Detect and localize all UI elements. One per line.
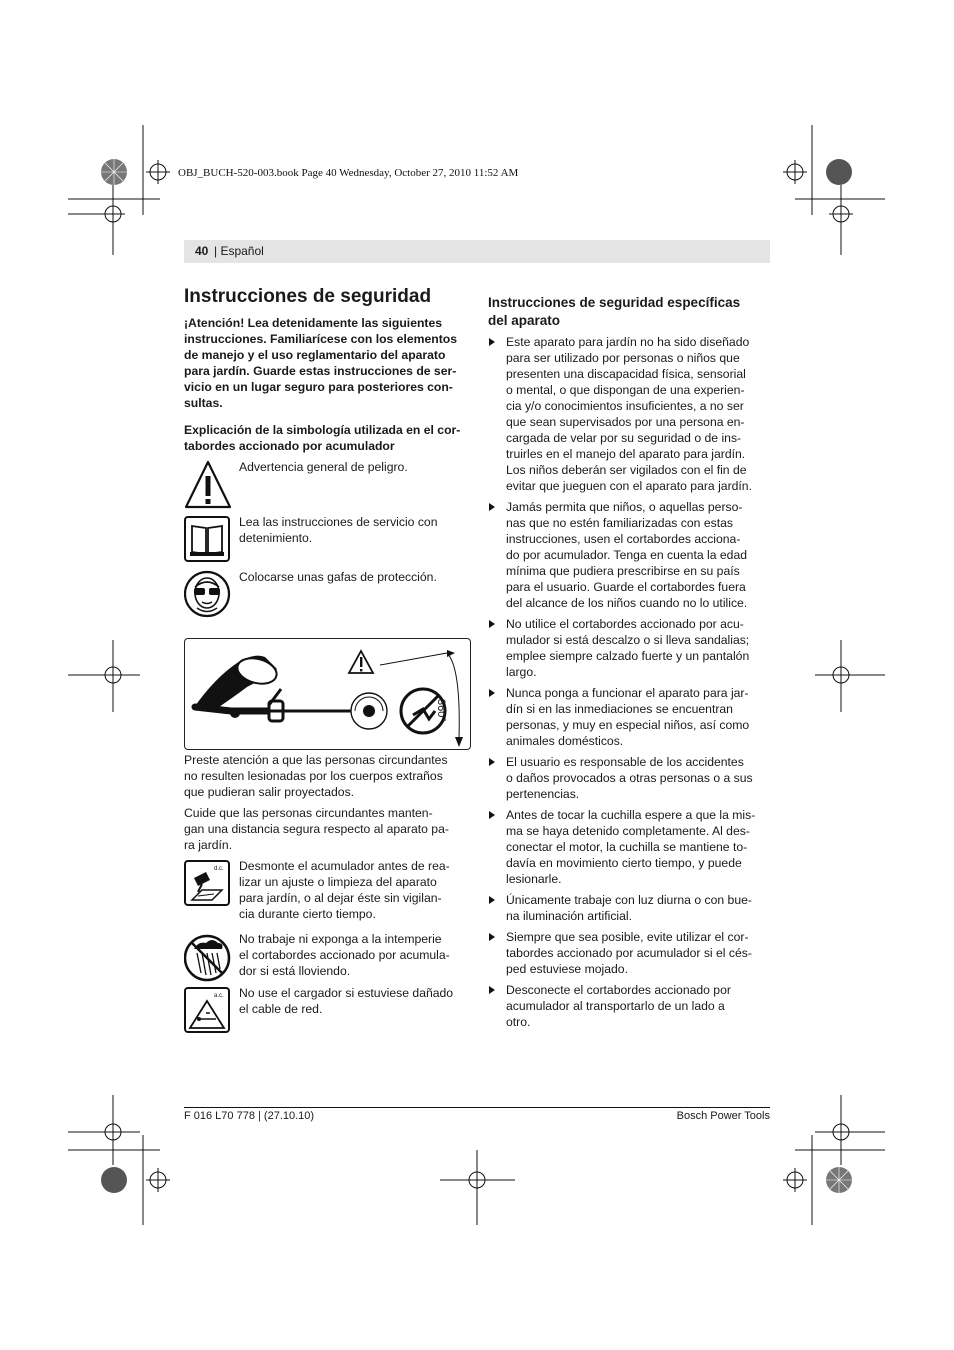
paragraph-line: ra jardín.	[184, 838, 233, 852]
bullet-line: Antes de tocar la cuchilla espere a que la mis-	[506, 808, 756, 822]
symbol-text-line: el cable de red.	[239, 1002, 323, 1016]
bullet-line: El usuario es responsable de los accidentes	[506, 755, 744, 769]
bullet-arrow-icon	[489, 758, 495, 766]
symbol-text-line: para jardín, o al dejar éste sin vigilan-	[239, 891, 442, 905]
footer-document-code: F 016 L70 778 | (27.10.10)	[184, 1110, 315, 1122]
symbol-text-line: el cortabordes accionado por acumula-	[239, 948, 450, 962]
bullet-line: Nunca ponga a funcionar el aparato para jar-	[506, 686, 749, 700]
bullet-arrow-icon	[489, 503, 495, 511]
symbol-damaged-cable	[184, 985, 469, 1037]
symbol-text-line: Desmonte el acumulador antes de rea-	[239, 859, 450, 873]
bullet-arrow-icon	[489, 338, 495, 346]
symbol-text	[239, 985, 469, 1017]
bullet-line: ped estuviese mojado.	[506, 962, 628, 976]
bullet-line: conectar el motor, la cuchilla se mantiene to-	[506, 840, 748, 854]
bullet-arrow-icon	[489, 689, 495, 697]
symbol-text	[239, 858, 469, 922]
paragraph-line: gan una distancia segura respecto al aparato pa-	[184, 822, 449, 836]
dc-badge: d.c.	[214, 866, 224, 872]
bullet-line: evitar que jueguen con el aparato para jardín.	[506, 479, 752, 493]
trimmer-illustration	[185, 639, 470, 749]
bullet-arrow-icon	[489, 986, 495, 994]
attention-line: vicio en un lugar seguro para posteriores con-	[184, 380, 453, 394]
paragraph-line: que pudieran salir proyectados.	[184, 785, 355, 799]
no-rain-icon	[184, 931, 232, 983]
symbol-read-instructions	[184, 514, 469, 564]
bullet-line: largo.	[506, 665, 537, 679]
bullet-line: truirles en el manejo del aparato para jardín.	[506, 447, 746, 461]
bystander-paragraph	[184, 752, 469, 800]
bullet-line: Jamás permita que niños, o aquellas perso-	[506, 500, 743, 514]
bullet-line: lesionarle.	[506, 872, 562, 886]
heading-line: Instrucciones de seguridad específicas	[488, 295, 741, 310]
distance-paragraph	[184, 805, 469, 853]
bullet-line: Únicamente trabaje con luz diurna o con bue-	[506, 893, 752, 907]
safety-bullet	[488, 807, 770, 887]
heading-line: del aparato	[488, 313, 561, 328]
footer-brand: Bosch Power Tools	[676, 1110, 770, 1122]
bullet-line: otro.	[506, 1015, 531, 1029]
remove-battery-icon	[184, 858, 232, 908]
bullet-line: na iluminación artificial.	[506, 909, 632, 923]
page-header-band	[184, 240, 770, 263]
device-safety-heading	[488, 294, 770, 330]
bullet-line: cargada de velar por su seguridad o de ins-	[506, 431, 742, 445]
paragraph-line: Preste atención a que las personas circundantes	[184, 753, 448, 767]
bullet-line: ma se haya detenido completamente. Al des-	[506, 824, 750, 838]
symbol-heading	[184, 422, 469, 454]
safety-bullet	[488, 685, 770, 749]
bullet-arrow-icon	[489, 620, 495, 628]
symbol-text	[239, 514, 469, 546]
bullet-line: pertenencias.	[506, 787, 580, 801]
symbol-text	[239, 931, 469, 979]
symbol-wear-goggles	[184, 569, 469, 619]
symbol-text-line: cia durante cierto tiempo.	[239, 907, 376, 921]
bullet-line: Este aparato para jardín no ha sido diseñado	[506, 335, 750, 349]
bullet-line: que sean supervisados por una persona en-	[506, 415, 745, 429]
bullet-line: animales domésticos.	[506, 734, 624, 748]
symbol-text	[239, 569, 469, 585]
left-column	[184, 285, 469, 309]
symbol-no-rain	[184, 931, 469, 983]
safety-bullet	[488, 754, 770, 802]
bullet-line: Los niños deberán ser vigilados con el fin de	[506, 463, 747, 477]
angle-label: 360°	[435, 699, 447, 722]
bullet-line: No utilice el cortabordes accionado por acu-	[506, 617, 744, 631]
bullet-line: del alcance de los niños cuando no lo utilice.	[506, 596, 748, 610]
symbol-text-line: Lea las instrucciones de servicio con	[239, 515, 438, 529]
symbol-text	[239, 459, 469, 475]
safety-bullet	[488, 616, 770, 680]
bullet-arrow-icon	[489, 811, 495, 819]
symbol-text-line: detenimiento.	[239, 531, 313, 545]
attention-line: de manejo y el uso reglamentario del aparato	[184, 348, 446, 362]
bullet-line: tabordes accionado por acumulador si el cés-	[506, 946, 752, 960]
bullet-line: nas que no estén familiarizadas con estas	[506, 516, 733, 530]
bullet-line: o daños provocados a otras personas o a sus	[506, 771, 753, 785]
symbol-text-line: Colocarse unas gafas de protección.	[239, 570, 437, 584]
trimmer-hazard-figure	[184, 638, 471, 750]
bullet-line: Desconecte el cortabordes accionado por	[506, 983, 731, 997]
safety-bullet	[488, 334, 770, 494]
bullet-line: instrucciones, usen el cortabordes acciona-	[506, 532, 741, 546]
symbol-remove-battery	[184, 858, 469, 928]
footer-rule	[184, 1107, 770, 1108]
bullet-line: Siempre que sea posible, evite utilizar el cor-	[506, 930, 749, 944]
safety-bullet-list	[488, 334, 770, 1035]
paragraph-line: Cuide que las personas circundantes manten-	[184, 806, 433, 820]
safety-goggles-icon	[184, 569, 232, 619]
bullet-arrow-icon	[489, 933, 495, 941]
symbol-text-line: Advertencia general de peligro.	[239, 460, 408, 474]
attention-line: ¡Atención! Lea detenidamente las siguientes	[184, 316, 443, 330]
symbol-heading-line: Explicación de la simbología utilizada en el cor-	[184, 423, 461, 437]
bullet-line: para el usuario. Guarde el cortabordes fuera	[506, 580, 746, 594]
bullet-line: mulador si está descalzo o si lleva sandalias;	[506, 633, 750, 647]
symbol-text-line: No use el cargador si estuviese dañado	[239, 986, 454, 1000]
symbol-text-line: dor si está lloviendo.	[239, 964, 351, 978]
symbol-text-line: lizar un ajuste o limpieza del aparato	[239, 875, 437, 889]
bullet-line: dín si en las inmediaciones se encuentran	[506, 702, 733, 716]
attention-line: instrucciones. Familiarícese con los elementos	[184, 332, 457, 346]
attention-line: para jardín. Guarde estas instrucciones de ser-	[184, 364, 457, 378]
bullet-line: personas, y muy en especial niños, así como	[506, 718, 750, 732]
safety-bullet	[488, 892, 770, 924]
bullet-line: presenten una discapacidad física, sensorial	[506, 367, 746, 381]
bullet-line: davía en movimiento cierto tiempo, y puede	[506, 856, 742, 870]
warning-triangle-icon	[184, 459, 232, 509]
symbol-heading-line: tabordes accionado por acumulador	[184, 439, 395, 453]
bullet-line: o mental, o que dispongan de una experien-	[506, 383, 745, 397]
safety-bullet	[488, 929, 770, 977]
damaged-cable-icon	[184, 985, 232, 1037]
bullet-line: cia y/o conocimientos insuficientes, a no ser	[506, 399, 744, 413]
attention-line: sultas.	[184, 396, 223, 410]
attention-paragraph	[184, 315, 469, 411]
bullet-line: emplee siempre calzado fuerte y un pantalón	[506, 649, 750, 663]
ac-badge: a.c.	[214, 993, 224, 999]
bullet-line: do por acumulador. Tenga en cuenta la edad	[506, 548, 747, 562]
page-number: 40	[195, 244, 209, 258]
paragraph-line: no resulten lesionadas por los cuerpos extraños	[184, 769, 443, 783]
safety-bullet	[488, 982, 770, 1030]
bullet-arrow-icon	[489, 896, 495, 904]
print-header: OBJ_BUCH-520-003.book Page 40 Wednesday, October 27, 2010 11:52 AM	[178, 167, 519, 179]
section-language: | Español	[214, 244, 264, 258]
page-title: Instrucciones de seguridad	[184, 286, 432, 307]
bullet-line: mínima que pudiera prescribirse en su país	[506, 564, 740, 578]
symbol-general-warning	[184, 459, 469, 509]
safety-bullet	[488, 499, 770, 611]
instruction-book-icon	[184, 514, 232, 564]
symbol-text-line: No trabaje ni exponga a la intemperie	[239, 932, 442, 946]
bullet-line: acumulador al transportarlo de un lado a	[506, 999, 725, 1013]
bullet-line: para ser utilizado por personas o niños que	[506, 351, 740, 365]
